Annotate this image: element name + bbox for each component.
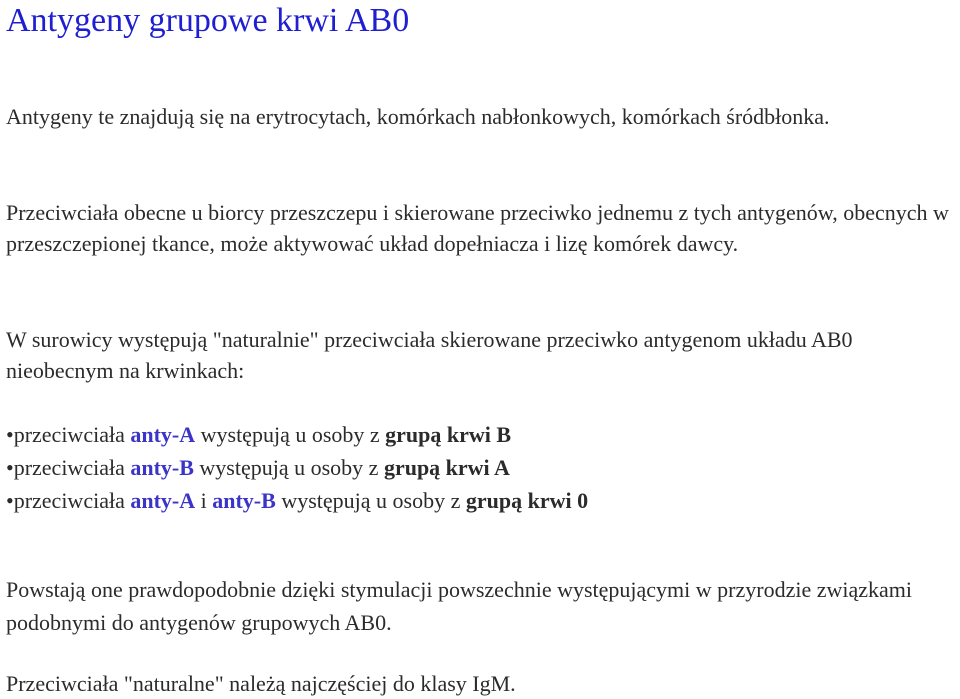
- list-item-middle: występują u osoby z: [193, 455, 384, 480]
- paragraph-natural-antibodies: W surowicy występują "naturalnie" przeciwciała skierowane przeciwko antygenom układu AB0 nieobecnym na krwinkach:: [6, 327, 853, 383]
- list-item-middle: występują u osoby z: [195, 422, 386, 447]
- bullet-marker: •: [6, 455, 14, 480]
- page-title: Antygeny grupowe krwi AB0: [6, 2, 410, 39]
- antibody-name: anty-B: [130, 455, 194, 480]
- blood-group: grupą krwi A: [383, 455, 510, 480]
- list-item-middle: występują u osoby z: [275, 488, 466, 513]
- paragraph-igm-class: Przeciwciała "naturalne" należą najczęściej do klasy IgM.: [6, 671, 516, 696]
- list-item-prefix: przeciwciała: [13, 455, 131, 480]
- bullet-marker: •: [6, 422, 14, 447]
- paragraph-antigen-location: Antygeny te znajdują się na erytrocytach, komórkach nabłonkowych, komórkach śródbłonka.: [6, 104, 830, 129]
- paragraph-origin: Powstają one prawdopodobnie dzięki stymulacji powszechnie występującymi w przyrodzie związkami podobnymi do antygenów grupowych AB0.: [6, 577, 913, 635]
- list-item: [6, 418, 588, 451]
- antibody-name: anty-A: [130, 422, 196, 447]
- bullet-marker: •: [6, 488, 14, 513]
- list-item-prefix: przeciwciała: [13, 422, 131, 447]
- paragraph-transplant-antibodies: Przeciwciała obecne u biorcy przeszczepu i skierowane przeciwko jednemu z tych antygenów, obecnych w przeszczepionej tkance, może aktywować układ dopełniacza i lizę komórek dawcy.: [6, 200, 949, 256]
- blood-group: grupą krwi B: [385, 422, 512, 447]
- list-item: [6, 451, 588, 484]
- blood-group: grupą krwi 0: [465, 488, 589, 513]
- list-item-conjunction: i: [195, 488, 213, 513]
- list-item-prefix: przeciwciała: [13, 488, 131, 513]
- antibody-list: [6, 418, 588, 517]
- antibody-name: anty-A: [130, 488, 196, 513]
- antibody-name: anty-B: [212, 488, 276, 513]
- list-item: [6, 484, 588, 517]
